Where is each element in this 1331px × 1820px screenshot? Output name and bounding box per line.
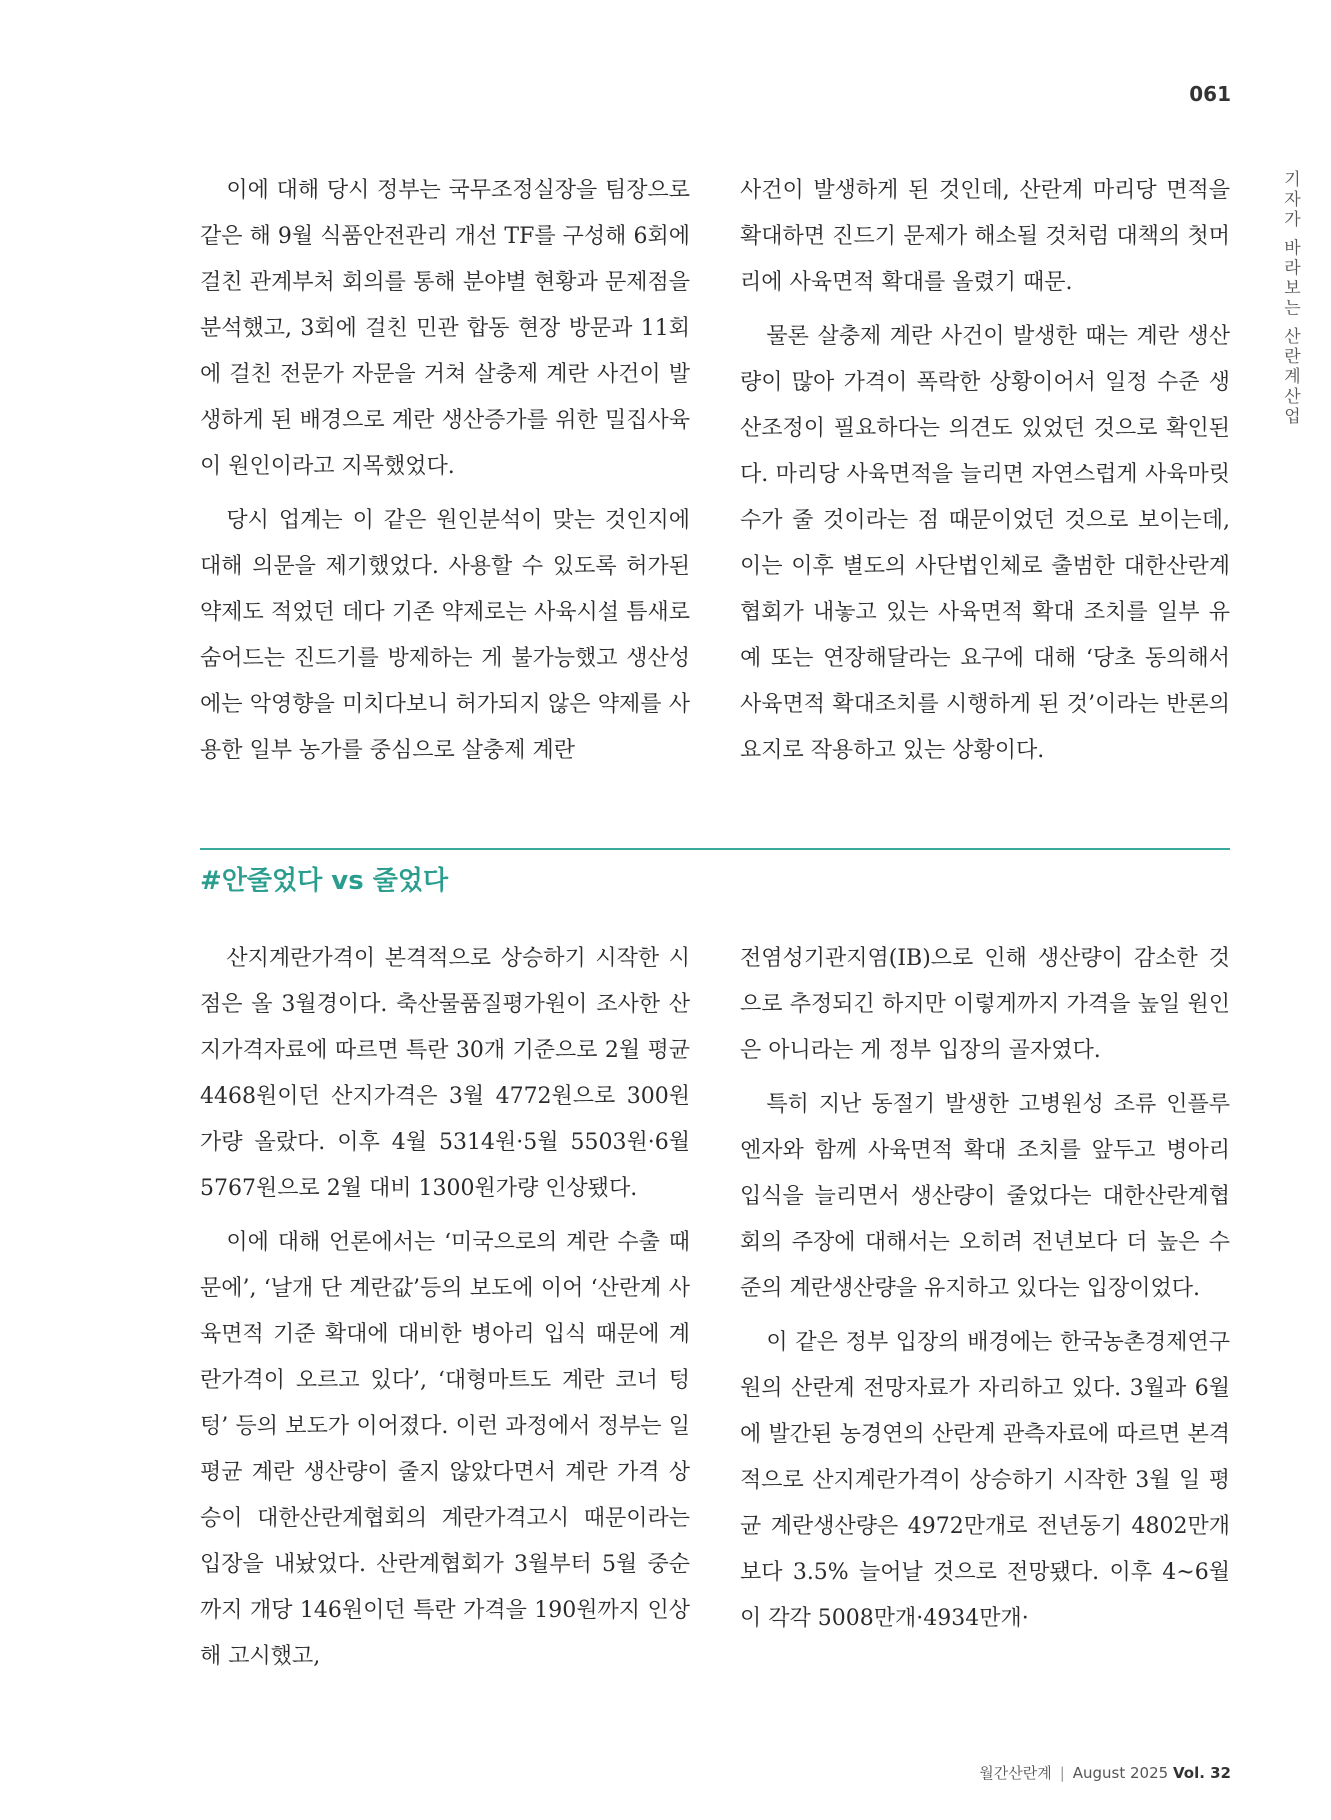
volume-number: Vol. 32 [1172,1764,1231,1782]
paragraph: 사건이 발생하게 된 것인데, 산란계 마리당 면적을 확대하면 진드기 문제가 해소될 것처럼 대책의 첫머리에 사육면적 확대를 올렸기 때문. [740,178,1230,295]
paragraph: 물론 살충제 계란 사건이 발생한 때는 계란 생산량이 많아 가격이 폭락한 상황이어서 일정 수준 생산조정이 필요하다는 의견도 있었던 것으로 확인된다. 마리당 사육면적을 늘리면 자연스럽게 사육마릿수가 줄 것이라는 점 때문이었던 것으로 보이는데, 이는 이후 별도의 사단법인체로 출범한 대한산란계협회가 내놓고 있는 사육면적 확대 조치를 일부 유예 또는 연장해달라는 요구에 대해 ‘당초 동의해서 사육면적 확대조치를 시행하게 된 것’이라는 반론의 요지로 작용하고 있는 상황이다. [740,324,1230,763]
paragraph: 산지계란가격이 본격적으로 상승하기 시작한 시점은 올 3월경이다. 축산물품질평가원이 조사한 산지가격자료에 따르면 특란 30개 기준으로 2월 평균 4468원이던 산지가격은 3월 4772원으로 300원가량 올랐다. 이후 4월 5314원·5월 5503원·6월 5767원으로 2월 대비 1300원가량 인상됐다. [200,946,690,1201]
bottom-right-column [740,936,1230,1650]
bottom-left-column [200,936,690,1688]
paragraph: 이에 대해 언론에서는 ‘미국으로의 계란 수출 때문에’, ‘날개 단 계란값’등의 보도에 이어 ‘산란계 사육면적 기준 확대에 대비한 병아리 입식 때문에 계란가격이 오르고 있다’, ‘대형마트도 계란 코너 텅텅’ 등의 보도가 이어졌다. 이런 과정에서 정부는 일평균 계란 생산량이 줄지 않았다면서 계란 가격 상승이 대한산란계협회의 계란가격고시 때문이라는 입장을 내놨었다. 산란계협회가 3월부터 5월 중순까지 개당 146원이던 특란 가격을 190원까지 인상해 고시했고, [200,1230,690,1669]
paragraph: 이에 대해 당시 정부는 국무조정실장을 팀장으로 같은 해 9월 식품안전관리 개선 TF를 구성해 6회에 걸친 관계부처 회의를 통해 분야별 현황과 문제점을 분석했고, 3회에 걸친 민관 합동 현장 방문과 11회에 걸친 전문가 자문을 거쳐 살충제 계란 사건이 발생하게 된 배경으로 계란 생산증가를 위한 밀집사육이 원인이라고 지목했었다. [200,178,690,479]
page-number: 061 [1189,82,1231,106]
footer-separator: | [1059,1764,1065,1782]
section-heading: #안줄었다 vs 줄었다 [200,866,449,896]
paragraph: 당시 업계는 이 같은 원인분석이 맞는 것인지에 대해 의문을 제기했었다. 사용할 수 있도록 허가된 약제도 적었던 데다 기존 약제로는 사육시설 틈새로 숨어드는 진드기를 방제하는 게 불가능했고 생산성에는 악영향을 미치다보니 허가되지 않은 약제를 사용한 일부 농가를 중심으로 살충제 계란 [200,508,690,763]
section-divider [200,848,1230,850]
issue-date: August 2025 [1072,1764,1169,1782]
paragraph: 전염성기관지염(IB)으로 인해 생산량이 감소한 것으로 추정되긴 하지만 이렇게까지 가격을 높일 원인은 아니라는 게 정부 입장의 골자였다. [740,946,1230,1063]
paragraph: 이 같은 정부 입장의 배경에는 한국농촌경제연구원의 산란계 전망자료가 자리하고 있다. 3월과 6월에 발간된 농경연의 산란계 관측자료에 따르면 본격적으로 산지계란가격이 상승하기 시작한 3월 일 평균 계란생산량은 4972만개로 전년동기 4802만개보다 3.5% 늘어날 것으로 전망됐다. 이후 4~6월이 각각 5008만개·4934만개· [740,1330,1230,1631]
section-side-title: 기자가 바라보는 산란계산업 [1280,170,1300,427]
top-right-column [740,168,1230,782]
page-footer [979,1762,1231,1783]
paragraph: 특히 지난 동절기 발생한 고병원성 조류 인플루엔자와 함께 사육면적 확대 조치를 앞두고 병아리 입식을 늘리면서 생산량이 줄었다는 대한산란계협회의 주장에 대해서는 오히려 전년보다 더 높은 수준의 계란생산량을 유지하고 있다는 입장이었다. [740,1092,1230,1301]
top-left-column [200,168,690,782]
magazine-name: 월간산란계 [979,1764,1052,1782]
